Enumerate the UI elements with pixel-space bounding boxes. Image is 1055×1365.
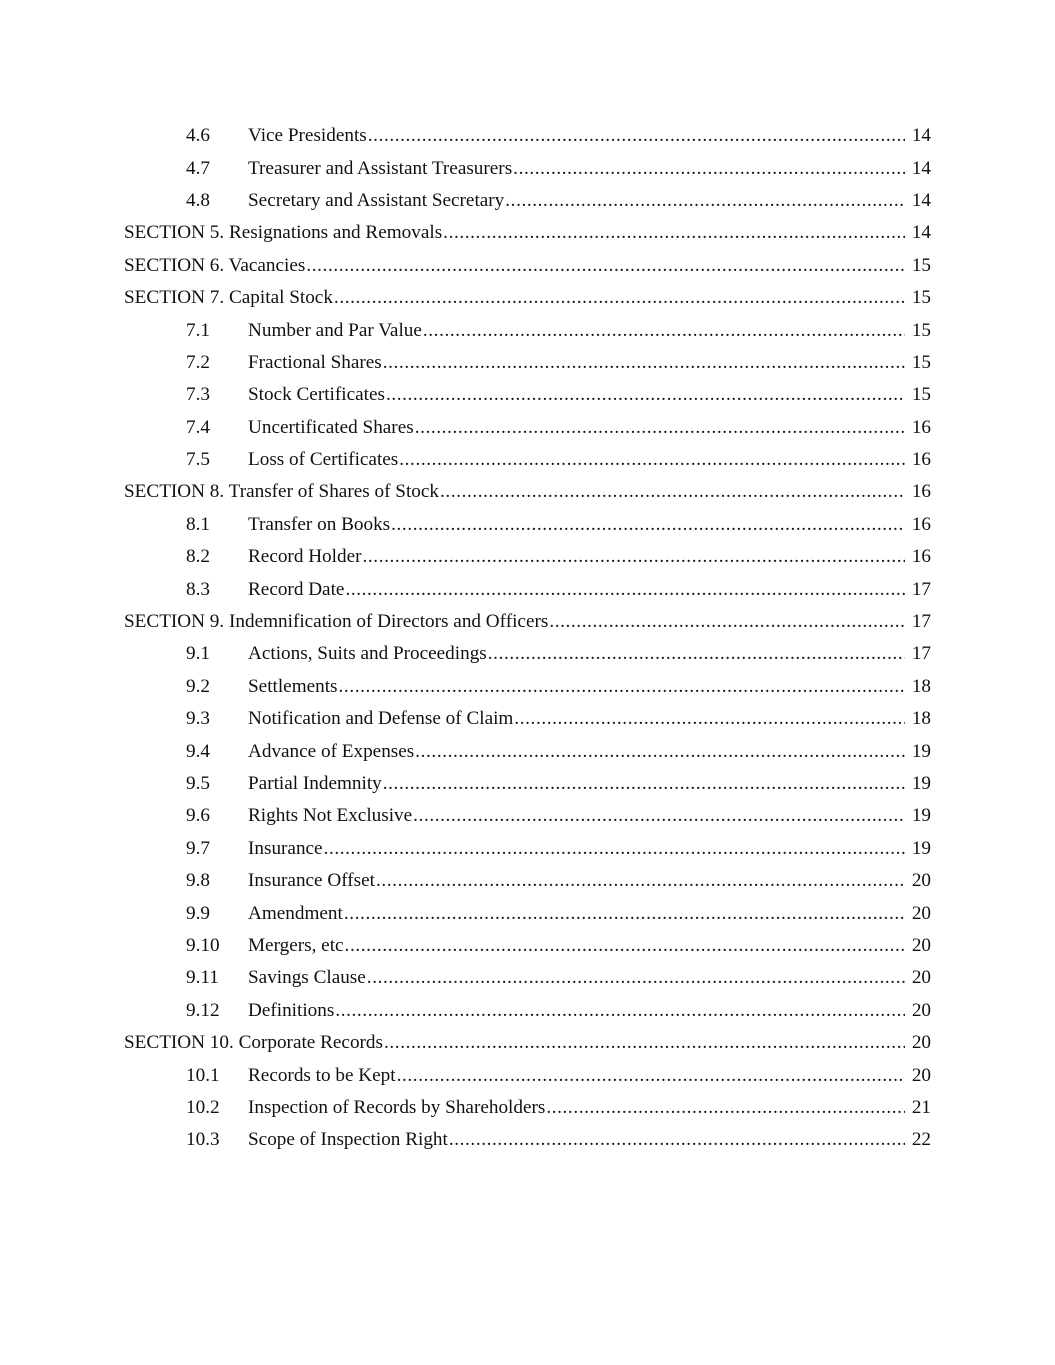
toc-entry-number: 9.11 bbox=[186, 967, 219, 989]
toc-section-entry[interactable] bbox=[124, 476, 931, 508]
toc-entry-number: 9.8 bbox=[186, 870, 210, 892]
toc-entry-page: 17 bbox=[911, 578, 931, 600]
toc-entry-label: Inspection of Records by Shareholders bbox=[248, 1096, 546, 1118]
toc-subsection-entry[interactable] bbox=[124, 735, 931, 767]
toc-subsection-entry[interactable] bbox=[124, 541, 931, 573]
toc-entry-text bbox=[248, 190, 905, 212]
dot-leader bbox=[344, 903, 905, 925]
toc-entry-text bbox=[248, 579, 905, 601]
toc-entry-label: Fractional Shares bbox=[248, 351, 382, 373]
dot-leader bbox=[443, 222, 905, 244]
toc-entry-page: 20 bbox=[911, 870, 931, 892]
toc-entry-label: Rights Not Exclusive bbox=[248, 805, 413, 827]
dot-leader bbox=[334, 287, 905, 309]
toc-entry-page: 19 bbox=[911, 740, 931, 762]
dot-leader bbox=[549, 611, 905, 633]
toc-subsection-entry[interactable] bbox=[124, 671, 931, 703]
dot-leader bbox=[345, 935, 905, 957]
dot-leader bbox=[399, 449, 905, 471]
dot-leader bbox=[449, 1129, 905, 1151]
toc-entry-text bbox=[248, 838, 905, 860]
toc-entry-text bbox=[248, 125, 905, 147]
toc-entry-page: 20 bbox=[911, 999, 931, 1021]
dot-leader bbox=[383, 352, 905, 374]
dot-leader bbox=[384, 1032, 905, 1054]
toc-entry-page: 15 bbox=[911, 254, 931, 276]
toc-entry-text bbox=[248, 417, 905, 439]
toc-entry-page: 20 bbox=[911, 902, 931, 924]
dot-leader bbox=[324, 838, 905, 860]
toc-entry-label: SECTION 8. Transfer of Shares of Stock bbox=[124, 481, 439, 503]
toc-entry-page: 15 bbox=[911, 351, 931, 373]
toc-entry-number: 9.4 bbox=[186, 740, 210, 762]
table-of-contents bbox=[124, 120, 931, 1157]
toc-entry-page: 20 bbox=[911, 967, 931, 989]
toc-entry-label: Insurance Offset bbox=[248, 870, 375, 892]
dot-leader bbox=[363, 546, 906, 568]
toc-entry-label: SECTION 9. Indemnification of Directors and Officers bbox=[124, 611, 549, 633]
toc-subsection-entry[interactable] bbox=[124, 120, 931, 152]
toc-section-entry[interactable] bbox=[124, 606, 931, 638]
toc-entry-text bbox=[248, 643, 905, 665]
dot-leader bbox=[397, 1065, 905, 1087]
toc-subsection-entry[interactable] bbox=[124, 379, 931, 411]
toc-entry-label: Records to be Kept bbox=[248, 1064, 396, 1086]
dot-leader bbox=[440, 481, 905, 503]
toc-entry-text bbox=[124, 1032, 905, 1054]
toc-entry-text bbox=[124, 255, 905, 277]
toc-entry-text bbox=[124, 481, 905, 503]
toc-entry-number: 10.1 bbox=[186, 1064, 220, 1086]
toc-entry-label: Uncertificated Shares bbox=[248, 416, 414, 438]
toc-entry-text bbox=[124, 611, 905, 633]
toc-subsection-entry[interactable] bbox=[124, 768, 931, 800]
toc-entry-label: Amendment bbox=[248, 902, 343, 924]
toc-subsection-entry[interactable] bbox=[124, 185, 931, 217]
dot-leader bbox=[415, 741, 905, 763]
dot-leader bbox=[376, 870, 905, 892]
toc-subsection-entry[interactable] bbox=[124, 1092, 931, 1124]
toc-entry-text bbox=[248, 676, 905, 698]
toc-entry-number: 8.1 bbox=[186, 513, 210, 535]
toc-entry-number: 4.6 bbox=[186, 125, 210, 147]
toc-entry-label: Number and Par Value bbox=[248, 319, 422, 341]
toc-entry-page: 14 bbox=[911, 189, 931, 211]
toc-subsection-entry[interactable] bbox=[124, 1124, 931, 1156]
toc-entry-page: 19 bbox=[911, 837, 931, 859]
toc-entry-label: Mergers, etc bbox=[248, 934, 344, 956]
toc-entry-number: 10.2 bbox=[186, 1096, 220, 1118]
toc-entry-number: 4.8 bbox=[186, 189, 210, 211]
toc-entry-number: 4.7 bbox=[186, 157, 210, 179]
toc-entry-page: 20 bbox=[911, 934, 931, 956]
toc-entry-text bbox=[124, 287, 905, 309]
toc-subsection-entry[interactable] bbox=[124, 897, 931, 929]
toc-entry-text bbox=[248, 352, 905, 374]
toc-entry-page: 17 bbox=[911, 643, 931, 665]
toc-entry-text bbox=[248, 158, 905, 180]
toc-entry-text bbox=[248, 514, 905, 536]
toc-entry-label: Notification and Defense of Claim bbox=[248, 708, 514, 730]
toc-entry-label: SECTION 6. Vacancies bbox=[124, 254, 306, 276]
dot-leader bbox=[383, 773, 905, 795]
toc-subsection-entry[interactable] bbox=[124, 995, 931, 1027]
toc-entry-number: 9.5 bbox=[186, 773, 210, 794]
toc-entry-page: 14 bbox=[911, 222, 931, 244]
toc-entry-label: Secretary and Assistant Secretary bbox=[248, 189, 505, 211]
toc-entry-text bbox=[248, 1129, 905, 1151]
dot-leader bbox=[391, 514, 905, 536]
toc-section-entry[interactable] bbox=[124, 217, 931, 249]
toc-entry-text bbox=[248, 1000, 905, 1022]
dot-leader bbox=[306, 255, 905, 277]
toc-entry-label: Actions, Suits and Proceedings bbox=[248, 643, 487, 665]
toc-entry-number: 8.2 bbox=[186, 546, 210, 568]
dot-leader bbox=[514, 708, 905, 730]
toc-subsection-entry[interactable] bbox=[124, 412, 931, 444]
toc-entry-text bbox=[248, 1065, 905, 1087]
toc-entry-page: 16 bbox=[911, 449, 931, 471]
toc-subsection-entry[interactable] bbox=[124, 314, 931, 346]
dot-leader bbox=[339, 676, 905, 698]
toc-section-entry[interactable] bbox=[124, 250, 931, 282]
toc-entry-page: 15 bbox=[911, 384, 931, 406]
toc-entry-page: 14 bbox=[911, 157, 931, 179]
toc-entry-text bbox=[248, 741, 905, 763]
toc-entry-number: 9.10 bbox=[186, 934, 220, 956]
toc-entry-text bbox=[248, 1097, 905, 1119]
toc-entry-label: Stock Certificates bbox=[248, 384, 385, 406]
toc-section-entry[interactable] bbox=[124, 282, 931, 314]
toc-entry-page: 16 bbox=[911, 546, 931, 568]
toc-subsection-entry[interactable] bbox=[124, 573, 931, 605]
toc-entry-page: 16 bbox=[911, 513, 931, 535]
toc-entry-text bbox=[248, 870, 905, 892]
toc-entry-text bbox=[248, 384, 905, 406]
dot-leader bbox=[413, 805, 905, 827]
toc-entry-number: 9.7 bbox=[186, 837, 210, 859]
toc-entry-page: 15 bbox=[911, 287, 931, 309]
toc-subsection-entry[interactable] bbox=[124, 1059, 931, 1091]
toc-entry-label: Savings Clause bbox=[248, 967, 366, 989]
toc-entry-text bbox=[248, 935, 905, 957]
toc-entry-number: 7.5 bbox=[186, 449, 210, 471]
dot-leader bbox=[488, 643, 905, 665]
toc-entry-page: 19 bbox=[911, 773, 931, 794]
toc-entry-text bbox=[248, 773, 905, 795]
toc-entry-label: Partial Indemnity bbox=[248, 773, 382, 794]
toc-entry-number: 9.1 bbox=[186, 643, 210, 665]
toc-entry-number: 10.3 bbox=[186, 1129, 220, 1151]
toc-subsection-entry[interactable] bbox=[124, 865, 931, 897]
toc-entry-number: 9.3 bbox=[186, 708, 210, 730]
dot-leader bbox=[513, 158, 905, 180]
toc-entry-page: 18 bbox=[911, 675, 931, 697]
toc-entry-text bbox=[124, 222, 905, 244]
toc-entry-number: 9.6 bbox=[186, 805, 210, 827]
toc-section-entry[interactable] bbox=[124, 1027, 931, 1059]
toc-entry-page: 16 bbox=[911, 481, 931, 503]
toc-entry-label: Definitions bbox=[248, 999, 335, 1021]
dot-leader bbox=[423, 320, 905, 342]
toc-entry-text bbox=[248, 967, 905, 989]
toc-entry-label: Settlements bbox=[248, 675, 338, 697]
toc-subsection-entry[interactable] bbox=[124, 930, 931, 962]
toc-entry-number: 9.9 bbox=[186, 902, 210, 924]
toc-entry-page: 16 bbox=[911, 416, 931, 438]
dot-leader bbox=[367, 967, 905, 989]
toc-entry-page: 18 bbox=[911, 708, 931, 730]
toc-entry-label: SECTION 5. Resignations and Removals bbox=[124, 222, 443, 244]
toc-entry-page: 21 bbox=[911, 1096, 931, 1118]
dot-leader bbox=[335, 1000, 905, 1022]
toc-entry-label: Record Holder bbox=[248, 546, 362, 568]
toc-entry-page: 14 bbox=[911, 125, 931, 147]
dot-leader bbox=[415, 417, 905, 439]
toc-subsection-entry[interactable] bbox=[124, 152, 931, 184]
toc-entry-label: SECTION 10. Corporate Records bbox=[124, 1032, 383, 1054]
toc-entry-label: Advance of Expenses bbox=[248, 740, 415, 762]
toc-entry-label: SECTION 7. Capital Stock bbox=[124, 287, 333, 309]
toc-entry-text bbox=[248, 320, 905, 342]
toc-entry-page: 20 bbox=[911, 1064, 931, 1086]
toc-entry-number: 7.2 bbox=[186, 351, 210, 373]
toc-entry-label: Scope of Inspection Right bbox=[248, 1129, 448, 1151]
toc-entry-number: 7.3 bbox=[186, 384, 210, 406]
toc-subsection-entry[interactable] bbox=[124, 638, 931, 670]
toc-entry-number: 7.1 bbox=[186, 319, 210, 341]
toc-entry-page: 22 bbox=[911, 1129, 931, 1151]
toc-entry-page: 15 bbox=[911, 319, 931, 341]
toc-subsection-entry[interactable] bbox=[124, 509, 931, 541]
toc-subsection-entry[interactable] bbox=[124, 444, 931, 476]
toc-entry-number: 9.2 bbox=[186, 675, 210, 697]
toc-subsection-entry[interactable] bbox=[124, 703, 931, 735]
dot-leader bbox=[345, 579, 905, 601]
toc-entry-number: 9.12 bbox=[186, 999, 220, 1021]
dot-leader bbox=[368, 125, 905, 147]
toc-entry-text bbox=[248, 903, 905, 925]
dot-leader bbox=[505, 190, 905, 212]
toc-entry-page: 20 bbox=[911, 1032, 931, 1054]
toc-subsection-entry[interactable] bbox=[124, 800, 931, 832]
toc-subsection-entry[interactable] bbox=[124, 962, 931, 994]
toc-entry-number: 8.3 bbox=[186, 578, 210, 600]
toc-entry-text bbox=[248, 546, 905, 568]
dot-leader bbox=[546, 1097, 905, 1119]
toc-entry-label: Loss of Certificates bbox=[248, 449, 399, 471]
toc-entry-page: 19 bbox=[911, 805, 931, 827]
toc-entry-text bbox=[248, 708, 905, 730]
toc-subsection-entry[interactable] bbox=[124, 347, 931, 379]
toc-entry-text bbox=[248, 805, 905, 827]
toc-entry-label: Transfer on Books bbox=[248, 513, 391, 535]
dot-leader bbox=[386, 384, 905, 406]
toc-entry-number: 7.4 bbox=[186, 416, 210, 438]
toc-entry-label: Vice Presidents bbox=[248, 125, 367, 147]
toc-entry-label: Record Date bbox=[248, 578, 345, 600]
toc-entry-page: 17 bbox=[911, 611, 931, 633]
toc-subsection-entry[interactable] bbox=[124, 833, 931, 865]
toc-entry-text bbox=[248, 449, 905, 471]
toc-entry-label: Insurance bbox=[248, 837, 323, 859]
toc-entry-label: Treasurer and Assistant Treasurers bbox=[248, 157, 513, 179]
